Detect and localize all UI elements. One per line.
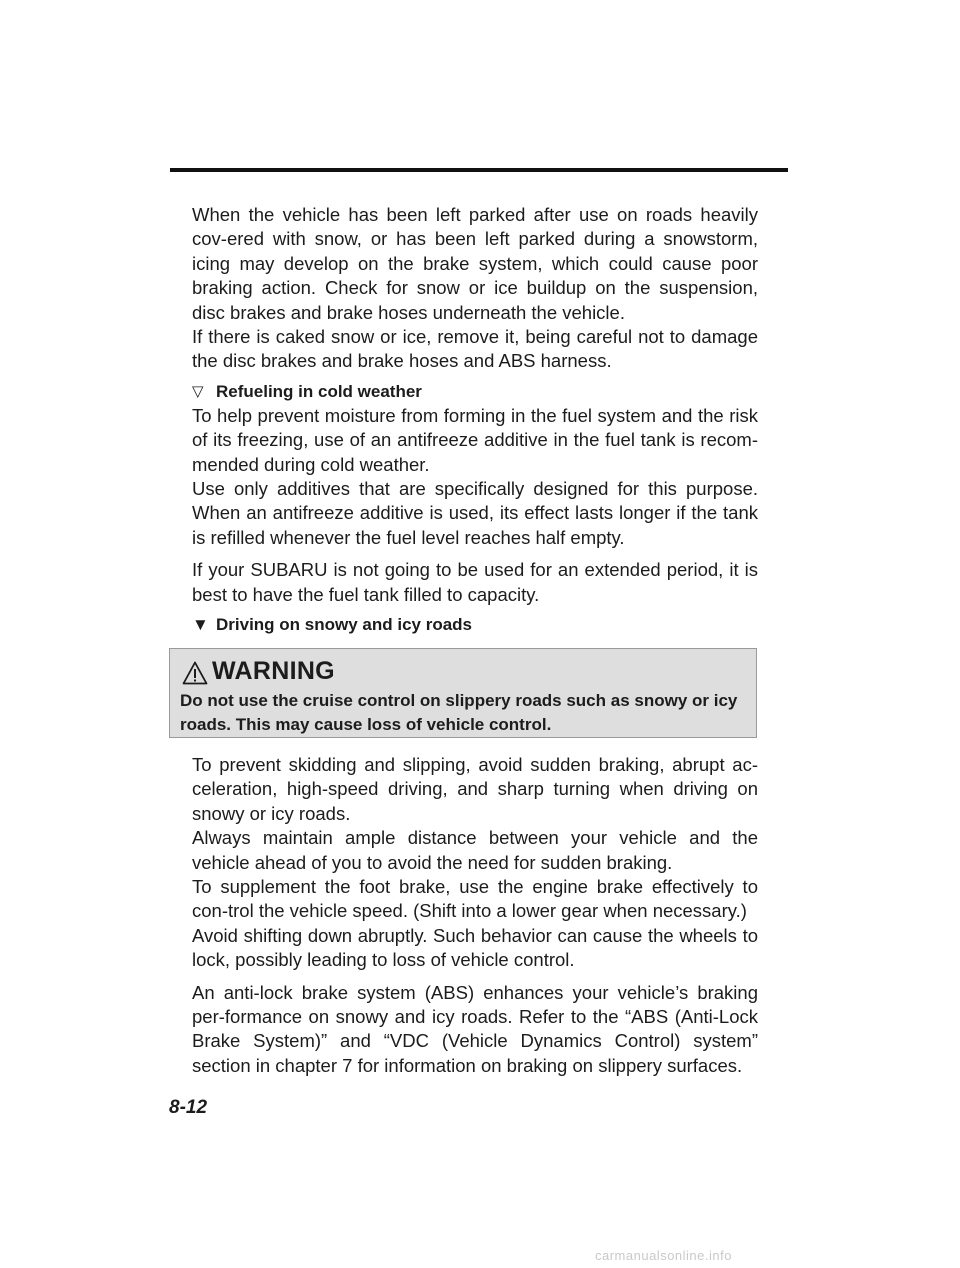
open-triangle-icon: ▽ bbox=[192, 382, 204, 400]
heading-snowy-roads bbox=[192, 613, 758, 637]
paragraph-ample-distance: Always maintain ample distance between your vehicle and the vehicle ahead of you to avoid the need for sudden braking. bbox=[192, 827, 758, 873]
warning-triangle-icon bbox=[182, 661, 208, 685]
page-number: 8-12 bbox=[169, 1097, 208, 1118]
heading-refueling bbox=[192, 380, 758, 404]
warning-text: Do not use the cruise control on slippery roads such as snowy or icy roads. This may cause loss of vehicle control. bbox=[180, 691, 738, 734]
solid-triangle-icon: ▼ bbox=[192, 615, 209, 635]
warning-title bbox=[182, 657, 335, 685]
header-rule bbox=[170, 168, 788, 172]
paragraph-prevent-skidding: To prevent skidding and slipping, avoid sudden braking, abrupt ac-celeration, high-speed driving, and sharp turning when driving on snowy or icy roads. bbox=[192, 754, 758, 824]
watermark: carmanualsonline.info bbox=[595, 1248, 732, 1263]
warning-title-text: WARNING bbox=[212, 657, 335, 685]
upper-text-block bbox=[192, 203, 758, 637]
paragraph-additives: Use only additives that are specifically designed for this purpose. When an antifreeze additive is used, its effect lasts longer if the tank is refilled whenever the fuel level reaches half empty. bbox=[192, 478, 758, 548]
heading-refueling-text: Refueling in cold weather bbox=[216, 381, 422, 401]
lower-text-block bbox=[192, 753, 758, 1078]
paragraph-shift-down: Avoid shifting down abruptly. Such behavior can cause the wheels to lock, possibly leading to loss of vehicle control. bbox=[192, 924, 758, 971]
paragraph-brake-icing: When the vehicle has been left parked after use on roads heavily cov-ered with snow, or has been left parked during a snowstorm, icing may develop on the brake system, which could cause poor braking action. Check for snow or ice buildup on the suspension, disc brakes and brake hoses underneath the vehicle. bbox=[192, 204, 758, 323]
paragraph-engine-brake: To supplement the foot brake, use the engine brake effectively to con-trol the vehicle speed. (Shift into a lower gear when necessary.) bbox=[192, 876, 758, 922]
paragraph-antifreeze: To help prevent moisture from forming in the fuel system and the risk of its freezing, use of an antifreeze additive in the fuel tank is recom-mended during cold weather. bbox=[192, 404, 758, 475]
warning-box bbox=[169, 648, 757, 738]
heading-snowy-roads-text: Driving on snowy and icy roads bbox=[216, 615, 472, 635]
paragraph-remove-snow: If there is caked snow or ice, remove it, being careful not to damage the disc brakes and brake hoses and ABS harness. bbox=[192, 326, 758, 372]
paragraph-abs: An anti-lock brake system (ABS) enhances your vehicle’s braking per-formance on snowy and icy roads. Refer to the “ABS (Anti-Lock Brake System)” and “VDC (Vehicle Dynamics Control) system” section in chapter 7 for information on braking on slippery surfaces. bbox=[192, 981, 758, 1076]
paragraph-fuel-capacity: If your SUBARU is not going to be used for an extended period, it is best to have the fuel tank filled to capacity. bbox=[192, 559, 758, 605]
